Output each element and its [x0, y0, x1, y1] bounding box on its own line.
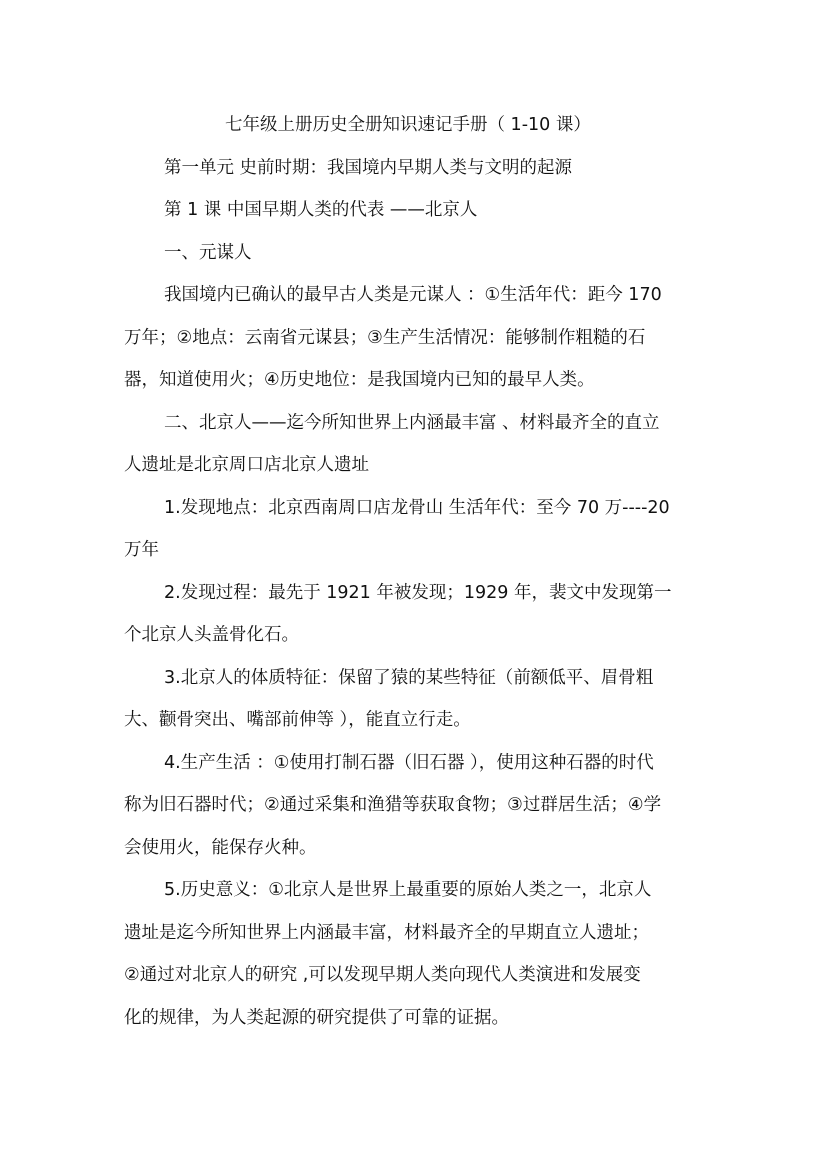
paragraph-line: 个北京人头盖骨化石。 — [124, 625, 299, 645]
paragraph-line: 1.发现地点：北京西南周口店龙骨山 生活年代：至今 70 万----20 — [164, 497, 670, 518]
section1-heading: 一、元谋人 — [164, 242, 252, 263]
item4-paragraph — [124, 742, 710, 870]
paragraph-line: 2.发现过程：最先于 1921 年被发现；1929 年，裴文中发现第一 — [164, 582, 672, 603]
paragraph-line: 5.历史意义：①北京人是世界上最重要的原始人类之一，北京人 — [164, 880, 652, 900]
paragraph-line: 遗址是迄今所知世界上内涵最丰富，材料最齐全的早期直立人遗址； — [124, 922, 649, 943]
paragraph-line: 万年；②地点：云南省元谋县；③生产生活情况：能够制作粗糙的石 — [124, 327, 646, 348]
section2-paragraph — [124, 402, 710, 487]
document-body — [124, 104, 710, 1039]
paragraph-line: 会使用火，能保存火种。 — [124, 837, 317, 858]
paragraph-line: ②通过对北京人的研究 ,可以发现早期人类向现代人类演进和发展变 — [124, 965, 641, 985]
paragraph-line: 化的规律，为人类起源的研究提供了可靠的证据。 — [124, 1007, 509, 1028]
paragraph-line: 万年 — [124, 540, 159, 560]
paragraph-line: 人遗址是北京周口店北京人遗址 — [124, 455, 369, 475]
unit-heading: 第一单元 史前时期：我国境内早期人类与文明的起源 — [164, 157, 573, 178]
item5-paragraph — [124, 869, 710, 1039]
paragraph-line: 大、颧骨突出、嘴部前伸等 ），能直立行走。 — [124, 710, 471, 730]
item3-paragraph — [124, 657, 710, 742]
paragraph-line: 称为旧石器时代；②通过采集和渔猎等获取食物；③过群居生活；④学 — [124, 795, 662, 815]
paragraph-line: 4.生产生活 ：①使用打制石器（旧石器 ），使用这种石器的时代 — [164, 752, 654, 773]
item1-paragraph — [124, 487, 710, 572]
document-title: 七年级上册历史全册知识速记手册（ 1-10 课） — [225, 115, 591, 135]
paragraph-line: 二、北京人——迄今所知世界上内涵最丰富 、材料最齐全的直立 — [164, 412, 660, 433]
section1-paragraph — [124, 274, 710, 402]
paragraph-line: 器，知道使用火；④历史地位：是我国境内已知的最早人类。 — [124, 370, 595, 390]
paragraph-line: 3.北京人的体质特征：保留了猿的某些特征（前额低平、眉骨粗 — [164, 667, 654, 688]
lesson-heading: 第 1 课 中国早期人类的代表 ——北京人 — [164, 200, 478, 220]
paragraph-line: 我国境内已确认的最早古人类是元谋人 ：①生活年代：距今 170 — [164, 285, 662, 305]
item2-paragraph — [124, 572, 710, 657]
